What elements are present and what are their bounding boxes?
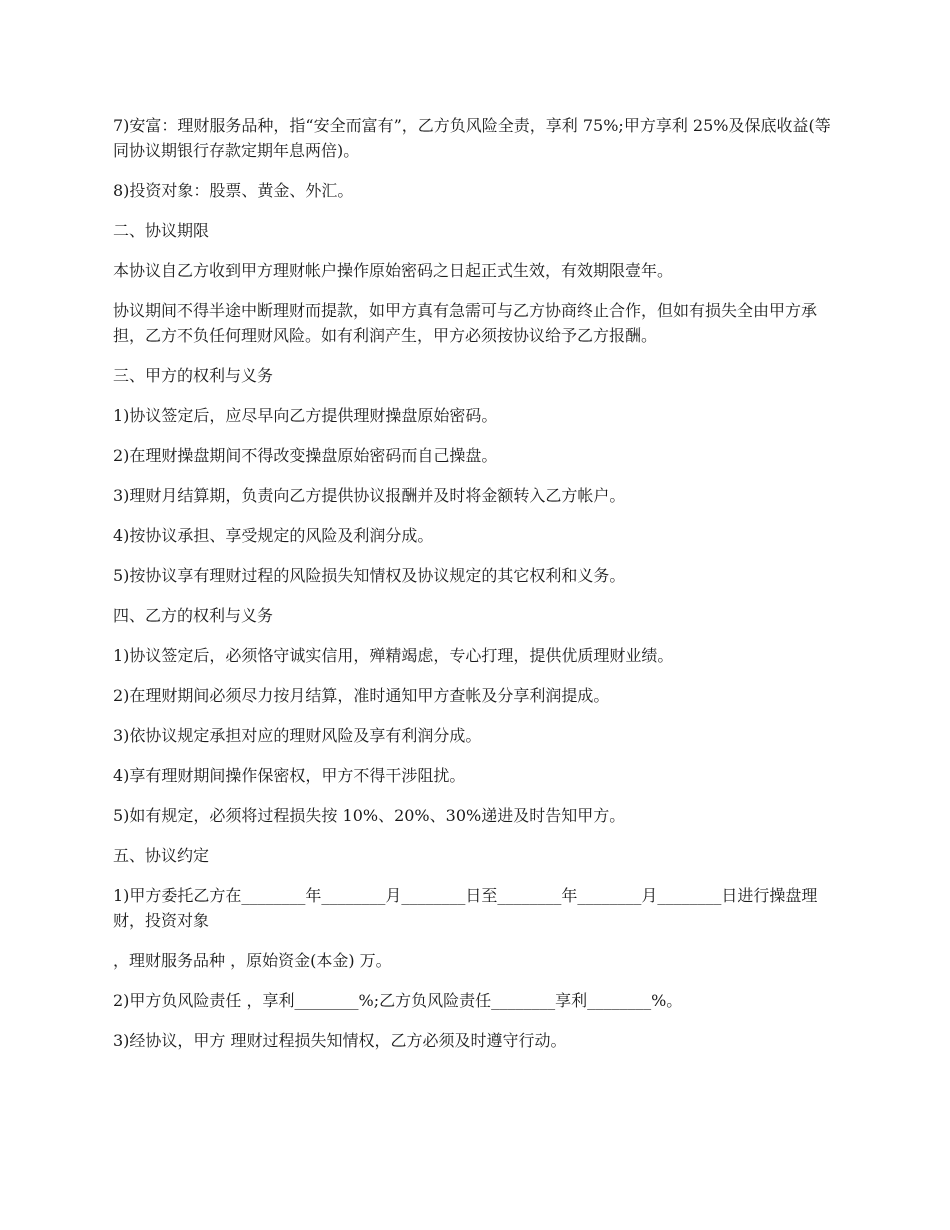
- section-heading-party-a: 三、甲方的权利与义务: [113, 366, 274, 385]
- term-effective-paragraph: 本协议自乙方收到甲方理财帐户操作原始密码之日起正式生效，有效期限壹年。: [113, 261, 674, 280]
- document-body: [113, 113, 838, 1068]
- party-a-item-3: 3)理财月结算期，负责向乙方提供协议报酬并及时将金额转入乙方帐户。: [113, 486, 626, 505]
- party-b-item-2: 2)在理财期间必须尽力按月结算，准时通知甲方查帐及分享利润提成。: [113, 686, 610, 705]
- term-withdrawal-paragraph: 协议期间不得半途中断理财而提款，如甲方真有急需可与乙方协商终止合作，但如有损失全由甲方承担，乙方不负任何理财风险。如有利润产生，甲方必须按协议给予乙方报酬。: [113, 301, 818, 345]
- agreement-item-1-continued: ，理财服务品种 ，原始资金(本金) 万。: [113, 951, 392, 970]
- section-heading-party-b: 四、乙方的权利与义务: [113, 606, 274, 625]
- agreement-item-2: 2)甲方负风险责任 ，享利________%;乙方负风险责任________享利________%。: [113, 991, 683, 1010]
- party-a-item-1: 1)协议签定后，应尽早向乙方提供理财操盘原始密码。: [113, 406, 498, 425]
- party-b-item-1: 1)协议签定后，必须恪守诚实信用，殚精竭虑，专心打理，提供优质理财业绩。: [113, 646, 674, 665]
- agreement-item-3: 3)经协议，甲方 理财过程损失知情权，乙方必须及时遵守行动。: [113, 1031, 567, 1050]
- party-a-item-2: 2)在理财操盘期间不得改变操盘原始密码而自己操盘。: [113, 446, 498, 465]
- party-a-item-4: 4)按协议承担、享受规定的风险及利润分成。: [113, 526, 434, 545]
- clause-7-anfu: 7)安富：理财服务品种，指“安全而富有”，乙方负风险全责，享利 75%;甲方享利 25%及保底收益(等同协议期银行存款定期年息两倍)。: [113, 116, 831, 160]
- clause-8-investment-targets: 8)投资对象：股票、黄金、外汇。: [113, 181, 354, 200]
- party-a-item-5: 5)按协议享有理财过程的风险损失知情权及协议规定的其它权利和义务。: [113, 566, 626, 585]
- agreement-item-1: 1)甲方委托乙方在________年________月________日至________年________月________日进行操盘理财，投资对象: [113, 886, 818, 930]
- party-b-item-3: 3)依协议规定承担对应的理财风险及享有利润分成。: [113, 726, 482, 745]
- section-heading-agreement: 五、协议约定: [113, 846, 210, 865]
- party-b-item-5: 5)如有规定，必须将过程损失按 10%、20%、30%递进及时告知甲方。: [113, 806, 626, 825]
- party-b-item-4: 4)享有理财期间操作保密权，甲方不得干涉阻扰。: [113, 766, 466, 785]
- section-heading-term: 二、协议期限: [113, 221, 210, 240]
